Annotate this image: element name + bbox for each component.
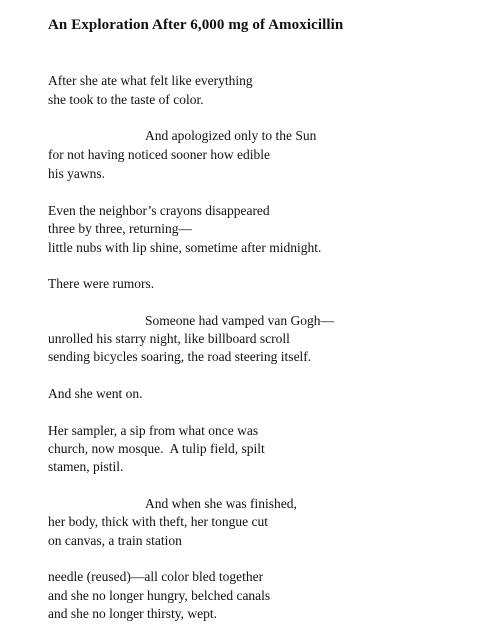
poem-line: Someone had vamped van Gogh— <box>145 313 334 328</box>
poem-line: on canvas, a train station <box>48 533 182 548</box>
poem-line: stamen, pistil. <box>48 459 124 474</box>
poem-line: unrolled his starry night, like billboard scroll <box>48 331 290 346</box>
poem-line: sending bicycles soaring, the road steering itself. <box>48 349 312 364</box>
poem-line: After she ate what felt like everything <box>48 73 253 88</box>
poem-line: Even the neighbor’s crayons disappeared <box>48 203 270 218</box>
poem-line: church, now mosque. A tulip field, spilt <box>48 441 265 456</box>
poem-line: And when she was finished, <box>145 496 297 511</box>
poem-line: for not having noticed sooner how edible <box>48 147 270 162</box>
poem-title: An Exploration After 6,000 mg of Amoxicillin <box>48 17 344 33</box>
poem-line: three by three, returning— <box>48 221 192 236</box>
poem-line: And she went on. <box>48 386 143 401</box>
poem-line: and she no longer hungry, belched canals <box>48 588 271 603</box>
poem-line: needle (reused)—all color bled together <box>48 569 264 584</box>
poem-line: And apologized only to the Sun <box>145 128 317 143</box>
poem-line: little nubs with lip shine, sometime after midnight. <box>48 240 322 255</box>
poem-line: she took to the taste of color. <box>48 92 204 107</box>
poem-line: his yawns. <box>48 166 105 181</box>
poem-line: her body, thick with theft, her tongue cut <box>48 514 268 529</box>
poem-line: and she no longer thirsty, wept. <box>48 606 217 621</box>
poem-line: Her sampler, a sip from what once was <box>48 423 259 438</box>
poem-line: There were rumors. <box>48 276 155 291</box>
